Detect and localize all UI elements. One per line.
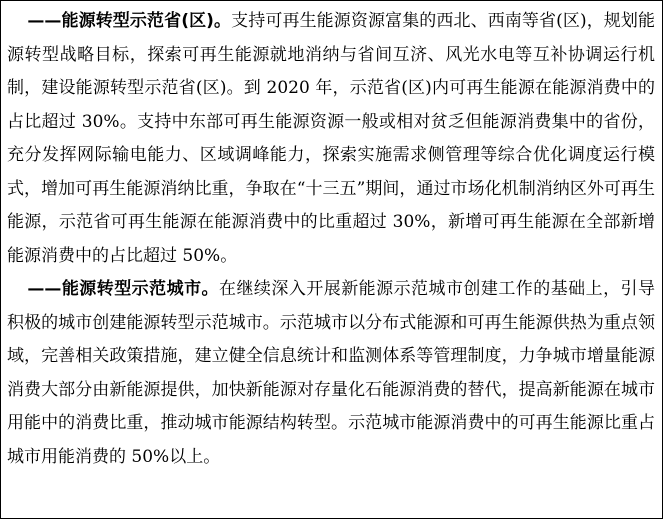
paragraph-demonstration-city: [7, 273, 655, 474]
paragraph-heading: ——能源转型示范城市。: [27, 279, 219, 299]
paragraph-text: 在继续深入开展新能源示范城市创建工作的基础上，引导积极的城市创建能源转型示范城市。示范城市以分布式能源和可再生能源供热为重点领域，完善相关政策措施，建立健全信息统计和监测体系等管理制度，力争城市增量能源消费大部分由新能源提供，加快新能源对存量化石能源消费的替代，提高新能源在城市用能中的消费比重，推动城市能源结构转型。示范城市能源消费中的可再生能源比重占城市用能消费的 50%以上。: [7, 279, 656, 467]
paragraph-text: 支持可再生能源资源富集的西北、西南等省(区)，规划能源转型战略目标，探索可再生能源就地消纳与省间互济、风光水电等互补协调运行机制，建设能源转型示范省(区)。到 2020 年，示范省(区)内可再生能源在能源消费中的占比超过 30%。支持中东部可再生能源资源一般或相对贫乏但能源消费集中的省份，充分发挥网际输电能力、区域调峰能力，探索实施需求侧管理等综合优化调度运行模式，增加可再生能源消纳比重，争取在“十三五”期间，通过市场化机制消纳区外可再生能源，示范省可再生能源在能源消费中的比重超过 30%，新增可再生能源在全部新增能源消费中的占比超过 50%。: [7, 11, 656, 266]
paragraph-heading: ——能源转型示范省(区)。: [27, 11, 232, 31]
paragraph-demonstration-province: [7, 5, 655, 273]
document-body: [7, 5, 655, 474]
